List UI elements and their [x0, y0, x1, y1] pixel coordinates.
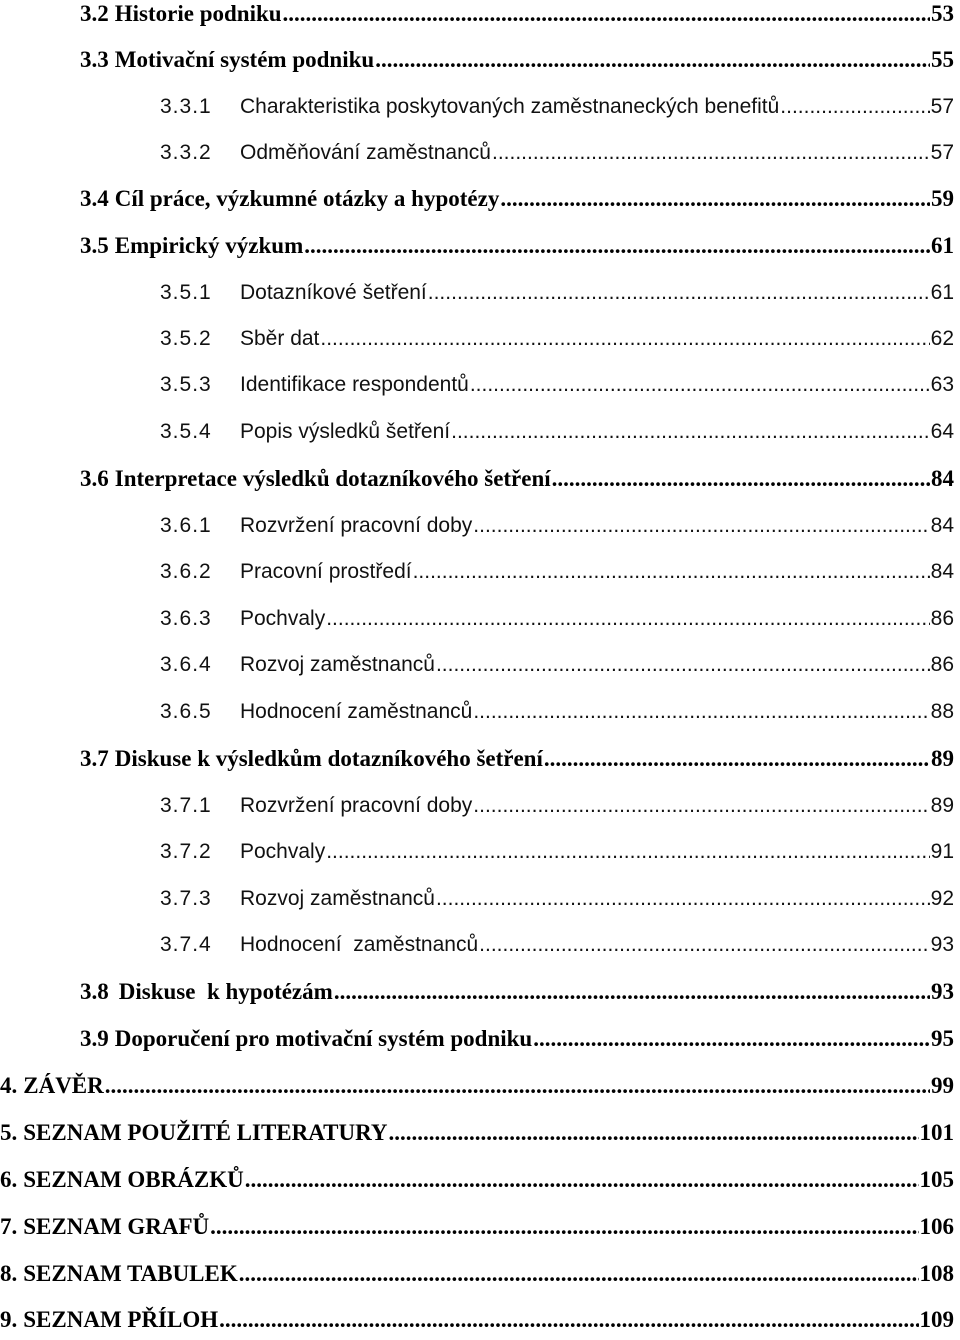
- toc-entry-number: 3.7.4: [160, 933, 212, 956]
- toc-entry-title-group: [80, 1, 282, 27]
- toc-entry-title-group: [160, 281, 427, 305]
- toc-entry-title: Motivační systém podniku: [114, 47, 375, 72]
- toc-entry[interactable]: [160, 133, 954, 173]
- toc-entry-title: Rozvržení pracovní doby: [240, 794, 473, 817]
- toc-dot-leader: [304, 233, 930, 259]
- toc-entry-title-group: [160, 607, 325, 631]
- toc-entry-title: Historie podniku: [114, 1, 282, 26]
- toc-entry-title: Charakteristika poskytovaných zaměstnaneckých benefitů: [240, 95, 780, 118]
- toc-entry[interactable]: [0, 1254, 954, 1294]
- toc-entry-page: 89: [930, 794, 954, 817]
- toc-entry-title: Diskuse k výsledkům dotazníkového šetření: [114, 746, 543, 771]
- toc-entry[interactable]: [0, 1066, 954, 1106]
- toc-dot-leader: [389, 1120, 919, 1146]
- toc-entry-number: 4.: [0, 1073, 18, 1098]
- toc-entry[interactable]: [80, 226, 954, 266]
- toc-entry-number: 3.6.2: [160, 560, 212, 583]
- toc-entry[interactable]: [0, 1300, 954, 1340]
- toc-entry-title: Pracovní prostředí: [240, 560, 412, 583]
- toc-entry-page: 86: [930, 607, 954, 630]
- toc-dot-leader: [283, 1, 930, 27]
- toc-entry-page: 53: [931, 1, 954, 26]
- toc-dot-leader: [210, 1214, 918, 1240]
- toc-entry-number: 7.: [0, 1214, 18, 1239]
- toc-entry-title-group: [80, 233, 303, 259]
- toc-entry[interactable]: [80, 179, 954, 219]
- toc-entry-number: 3.5.2: [160, 327, 212, 350]
- toc-entry-page: 108: [919, 1261, 954, 1286]
- toc-entry[interactable]: [160, 87, 954, 127]
- toc-entry-page: 91: [930, 840, 954, 863]
- toc-entry-page: 89: [931, 746, 954, 771]
- toc-entry-page: 61: [930, 281, 954, 304]
- toc-entry-title: Hodnocení zaměstnanců: [240, 933, 479, 956]
- toc-entry[interactable]: [160, 832, 954, 872]
- toc-entry-title: ZÁVĚR: [23, 1073, 104, 1098]
- toc-entry-number: 3.9: [80, 1026, 109, 1051]
- toc-entry[interactable]: [80, 1019, 954, 1059]
- toc-entry[interactable]: [160, 273, 954, 313]
- toc-entry-number: 3.7.2: [160, 840, 212, 863]
- toc-dot-leader: [239, 1261, 919, 1287]
- toc-entry-number: 3.2: [80, 1, 109, 26]
- toc-entry-number: 3.8: [80, 979, 109, 1004]
- toc-dot-leader: [436, 653, 930, 677]
- toc-entry-title-group: [160, 141, 491, 165]
- toc-entry-title: SEZNAM GRAFŮ: [23, 1214, 210, 1239]
- toc-entry-page: 95: [931, 1026, 954, 1051]
- toc-entry-page: 84: [930, 560, 954, 583]
- toc-entry-number: 3.6.1: [160, 514, 212, 537]
- toc-entry-title-group: [80, 1026, 532, 1052]
- toc-dot-leader: [473, 794, 929, 818]
- toc-dot-leader: [105, 1073, 930, 1099]
- toc-dot-leader: [326, 607, 929, 631]
- toc-entry-title-group: [80, 47, 374, 73]
- toc-entry-title-group: [160, 560, 412, 584]
- toc-entry-title: Popis výsledků šetření: [240, 420, 451, 443]
- toc-entry-title: SEZNAM POUŽITÉ LITERATURY: [23, 1120, 388, 1145]
- toc-entry[interactable]: [0, 1160, 954, 1200]
- toc-dot-leader: [780, 95, 929, 119]
- toc-entry-title-group: [160, 700, 472, 724]
- toc-entry[interactable]: [160, 786, 954, 826]
- toc-entry-title-group: [160, 653, 435, 677]
- toc-entry-number: 3.5.1: [160, 281, 212, 304]
- toc-entry-number: 5.: [0, 1120, 18, 1145]
- toc-dot-leader: [544, 746, 930, 772]
- toc-entry-title-group: [0, 1120, 388, 1146]
- toc-dot-leader: [219, 1307, 918, 1333]
- toc-entry-number: 3.6: [80, 466, 109, 491]
- toc-dot-leader: [375, 47, 930, 73]
- toc-entry-title: Pochvaly: [240, 840, 326, 863]
- toc-entry[interactable]: [160, 925, 954, 965]
- toc-entry-number: 3.3.1: [160, 95, 212, 118]
- toc-entry-number: 3.6.5: [160, 700, 212, 723]
- toc-entry-title: Dotazníkové šetření: [240, 281, 427, 304]
- toc-dot-leader: [334, 979, 930, 1005]
- toc-entry[interactable]: [160, 506, 954, 546]
- toc-dot-leader: [320, 327, 929, 351]
- toc-entry-title-group: [0, 1307, 218, 1333]
- toc-dot-leader: [326, 840, 929, 864]
- toc-entry-title: SEZNAM OBRÁZKŮ: [23, 1167, 244, 1192]
- toc-entry-title-group: [160, 514, 472, 538]
- toc-dot-leader: [473, 514, 929, 538]
- toc-entry-page: 55: [931, 47, 954, 72]
- toc-entry-page: 57: [930, 141, 954, 164]
- toc-dot-leader: [473, 700, 929, 724]
- toc-entry-number: 8.: [0, 1261, 18, 1286]
- toc-entry-title: Rozvržení pracovní doby: [240, 514, 473, 537]
- toc-entry-title-group: [160, 373, 469, 397]
- toc-entry-number: 3.5.4: [160, 420, 212, 443]
- toc-entry-number: 3.6.4: [160, 653, 212, 676]
- toc-entry-page: 63: [930, 373, 954, 396]
- toc-entry-page: 84: [930, 514, 954, 537]
- toc-entry-title: Empirický výzkum: [114, 233, 304, 258]
- toc-entry-page: 59: [931, 186, 954, 211]
- toc-entry-page: 84: [931, 466, 954, 491]
- toc-entry-page: 109: [919, 1307, 954, 1332]
- toc-dot-leader: [552, 466, 930, 492]
- toc-entry[interactable]: [160, 412, 954, 452]
- toc-entry[interactable]: [160, 879, 954, 919]
- toc-entry-number: 3.7: [80, 746, 109, 771]
- toc-entry-page: 64: [930, 420, 954, 443]
- toc-entry-title-group: [80, 466, 551, 492]
- toc-entry-number: 3.3.2: [160, 141, 212, 164]
- toc-entry[interactable]: [160, 319, 954, 359]
- toc-entry-number: 3.5.3: [160, 373, 212, 396]
- toc-entry-title-group: [160, 95, 779, 119]
- toc-entry-title-group: [160, 327, 319, 351]
- toc-entry[interactable]: [80, 0, 954, 34]
- toc-dot-leader: [436, 887, 930, 911]
- toc-entry-number: 3.4: [80, 186, 109, 211]
- toc-entry[interactable]: [0, 1207, 954, 1247]
- toc-entry-title-group: [160, 933, 478, 957]
- toc-entry-number: 9.: [0, 1307, 18, 1332]
- toc-dot-leader: [451, 420, 930, 444]
- toc-dot-leader: [492, 141, 930, 165]
- toc-entry-title: Diskuse k hypotézám: [118, 979, 333, 1004]
- toc-entry[interactable]: [80, 972, 954, 1012]
- toc-entry-title-group: [160, 887, 435, 911]
- toc-entry-number: 3.3: [80, 47, 109, 72]
- toc-entry-title-group: [160, 420, 450, 444]
- toc-entry-title-group: [80, 979, 333, 1005]
- toc-entry-page: 92: [930, 887, 954, 910]
- toc-entry-page: 106: [919, 1214, 954, 1239]
- toc-entry-title: SEZNAM PŘÍLOH: [23, 1307, 219, 1332]
- toc-dot-leader: [500, 186, 930, 212]
- toc-entry-page: 88: [930, 700, 954, 723]
- toc-dot-leader: [413, 560, 930, 584]
- toc-entry-title: Hodnocení zaměstnanců: [240, 700, 473, 723]
- toc-entry-page: 57: [930, 95, 954, 118]
- toc-entry-title: Doporučení pro motivační systém podniku: [114, 1026, 533, 1051]
- toc-entry[interactable]: [160, 692, 954, 732]
- toc-entry-title: Pochvaly: [240, 607, 326, 630]
- toc-entry-number: 3.7.3: [160, 887, 212, 910]
- toc-entry[interactable]: [80, 459, 954, 499]
- toc-entry-title: Rozvoj zaměstnanců: [240, 653, 435, 676]
- toc-entry-page: 93: [931, 979, 954, 1004]
- toc-entry-title: Odměňování zaměstnanců: [240, 141, 491, 164]
- toc-entry[interactable]: [80, 40, 954, 80]
- toc-entry-page: 93: [930, 933, 954, 956]
- toc-entry-title-group: [80, 746, 543, 772]
- toc-entry-number: 3.7.1: [160, 794, 212, 817]
- toc-entry[interactable]: [160, 552, 954, 592]
- toc-entry-title: Identifikace respondentů: [240, 373, 469, 396]
- toc-dot-leader: [245, 1167, 919, 1193]
- toc-entry[interactable]: [160, 645, 954, 685]
- toc-entry-title: SEZNAM TABULEK: [23, 1261, 238, 1286]
- toc-entry-title: Rozvoj zaměstnanců: [240, 887, 435, 910]
- toc-dot-leader: [533, 1026, 930, 1052]
- toc-entry[interactable]: [160, 365, 954, 405]
- toc-entry-title-group: [80, 186, 499, 212]
- toc-dot-leader: [428, 281, 930, 305]
- toc-entry-title-group: [0, 1261, 238, 1287]
- toc-entry-title-group: [0, 1167, 244, 1193]
- toc-entry-number: 3.6.3: [160, 607, 212, 630]
- toc-entry-title-group: [160, 794, 472, 818]
- toc-dot-leader: [479, 933, 929, 957]
- toc-entry-page: 61: [931, 233, 954, 258]
- toc-entry-page: 86: [930, 653, 954, 676]
- toc-entry[interactable]: [0, 1113, 954, 1153]
- toc-entry-page: 101: [919, 1120, 954, 1145]
- toc-entry[interactable]: [160, 599, 954, 639]
- toc-entry-title: Interpretace výsledků dotazníkového šetření: [114, 466, 551, 491]
- toc-entry-page: 62: [930, 327, 954, 350]
- toc-dot-leader: [470, 373, 930, 397]
- toc-entry-title-group: [0, 1214, 209, 1240]
- toc-entry-title-group: [0, 1073, 104, 1099]
- toc-entry-title: Cíl práce, výzkumné otázky a hypotézy: [114, 186, 500, 211]
- toc-entry-page: 99: [931, 1073, 954, 1098]
- toc-entry-number: 6.: [0, 1167, 18, 1192]
- toc-entry-title-group: [160, 840, 325, 864]
- toc-entry-page: 105: [919, 1167, 954, 1192]
- toc-entry[interactable]: [80, 739, 954, 779]
- toc-entry-title: Sběr dat: [240, 327, 320, 350]
- toc-entry-number: 3.5: [80, 233, 109, 258]
